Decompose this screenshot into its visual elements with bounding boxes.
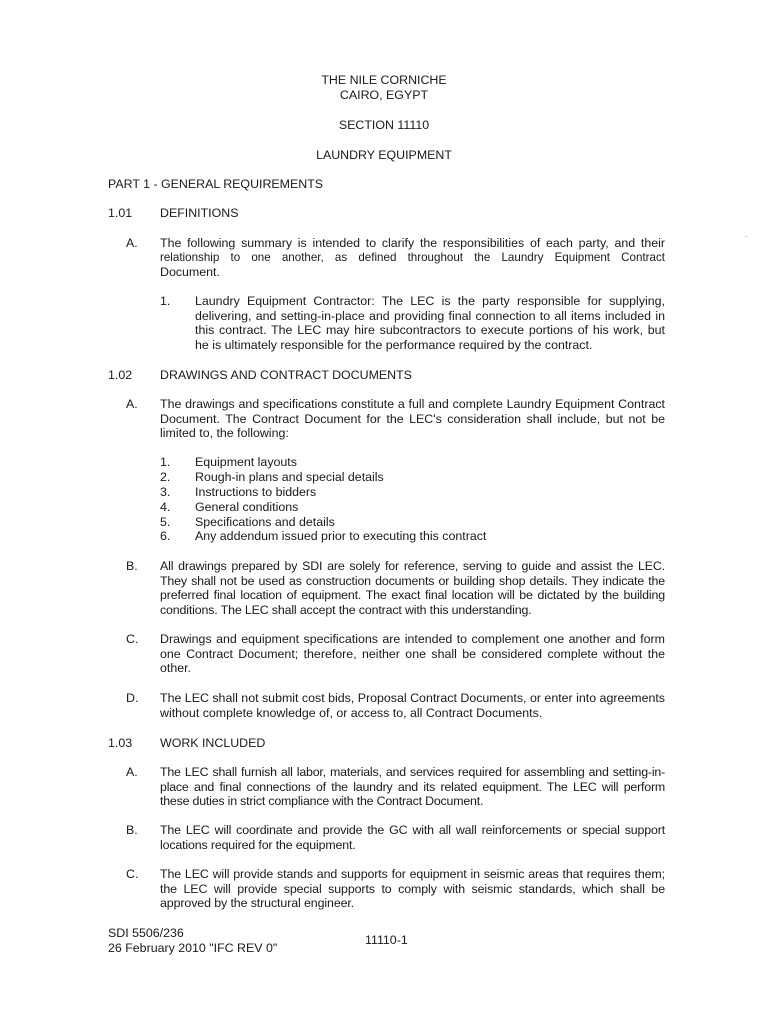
list-text: General conditions [195, 499, 299, 514]
list-text: Rough-in plans and special details [195, 469, 384, 484]
paragraph-label: A. [126, 765, 138, 779]
article-number-1-02: 1.02 [108, 368, 133, 382]
paragraph-label: B. [126, 823, 138, 837]
article-title-drawings: DRAWINGS AND CONTRACT DOCUMENTS [160, 368, 412, 382]
paragraph-text: The drawings and specifications constitute a full and complete Laundry Equipment Contract Document. The Contract Document for the LEC's consideration shall include, but not be limited to, the following: [160, 397, 665, 441]
section-title: LAUNDRY EQUIPMENT [316, 148, 452, 162]
paragraph-label: D. [126, 691, 139, 705]
paragraph-text: The LEC shall not submit cost bids, Proposal Contract Documents, or enter into agreements without complete knowledge of, or access to, all Contract Documents. [160, 691, 665, 720]
list-number: 3. [160, 484, 171, 499]
paragraph-line: Document. [160, 265, 220, 280]
document-date-revision: 26 February 2010 "IFC REV 0" [108, 941, 278, 955]
part-title: PART 1 - GENERAL REQUIREMENTS [108, 177, 324, 191]
article-number-1-03: 1.03 [108, 736, 133, 750]
article-title-definitions: DEFINITIONS [160, 206, 239, 220]
list-number: 2. [160, 469, 171, 484]
paragraph-text: Drawings and equipment specifications are intended to complement one another and form one Contract Document; therefore, neither one shall be considered complete without the other. [160, 632, 665, 676]
subparagraph-text: Laundry Equipment Contractor: The LEC is the party responsible for supplying, delivering, and setting-in-place and providing final connection to all items included in this contract. The LEC may hire subcontractors to execute portions of his work, but he is ultimately responsible for the performance required by the contract. [195, 294, 665, 352]
paragraph-text: The LEC will coordinate and provide the GC with all wall reinforcements or special support locations required for the equipment. [160, 823, 665, 852]
list-text: Any addendum issued prior to executing this contract [195, 529, 487, 544]
list-number: 6. [160, 529, 171, 544]
list-number: 5. [160, 514, 171, 529]
paragraph-label: C. [126, 867, 139, 881]
article-title-work-included: WORK INCLUDED [160, 736, 266, 750]
scan-speck [745, 236, 747, 237]
paragraph-label: A. [126, 397, 138, 411]
list-number: 1. [160, 455, 171, 469]
paragraph-text [160, 236, 665, 280]
section-number: SECTION 11110 [338, 118, 430, 132]
project-location: CAIRO, EGYPT [339, 88, 429, 102]
article-number-1-01: 1.01 [108, 206, 133, 220]
list-number: 4. [160, 499, 171, 514]
list-text: Specifications and details [195, 514, 335, 529]
paragraph-text: All drawings prepared by SDI are solely for reference, serving to guide and assist the LEC. They shall not be used as construction documents or building shop details. They indicate the preferred final location of equipment. The exact final location will be dictated by the building conditions. The LEC shall accept the contract with this understanding. [160, 559, 665, 617]
page-number: 11110-1 [365, 933, 408, 947]
paragraph-text: The LEC will provide stands and supports for equipment in seismic areas that requires them; the LEC will provide special supports to comply with seismic standards, which shall be approved by the structural engineer. [160, 867, 665, 911]
paragraph-label: C. [126, 632, 139, 646]
paragraph-line: relationship to one another, as defined throughout the Laundry Equipment Contract [160, 250, 665, 264]
subparagraph-label: 1. [160, 294, 171, 308]
list-text: Instructions to bidders [195, 484, 317, 499]
paragraph-label: A. [126, 236, 138, 250]
document-reference: SDI 5506/236 [108, 926, 184, 940]
project-name: THE NILE CORNICHE [321, 73, 447, 87]
paragraph-label: B. [126, 559, 138, 573]
list-text: Equipment layouts [195, 455, 297, 469]
paragraph-line: The following summary is intended to clarify the responsibilities of each party, and their [160, 236, 665, 250]
paragraph-text: The LEC shall furnish all labor, materials, and services required for assembling and setting-in-place and final connections of the laundry and its related equipment. The LEC will perform these duties in strict compliance with the Contract Document. [160, 765, 665, 809]
